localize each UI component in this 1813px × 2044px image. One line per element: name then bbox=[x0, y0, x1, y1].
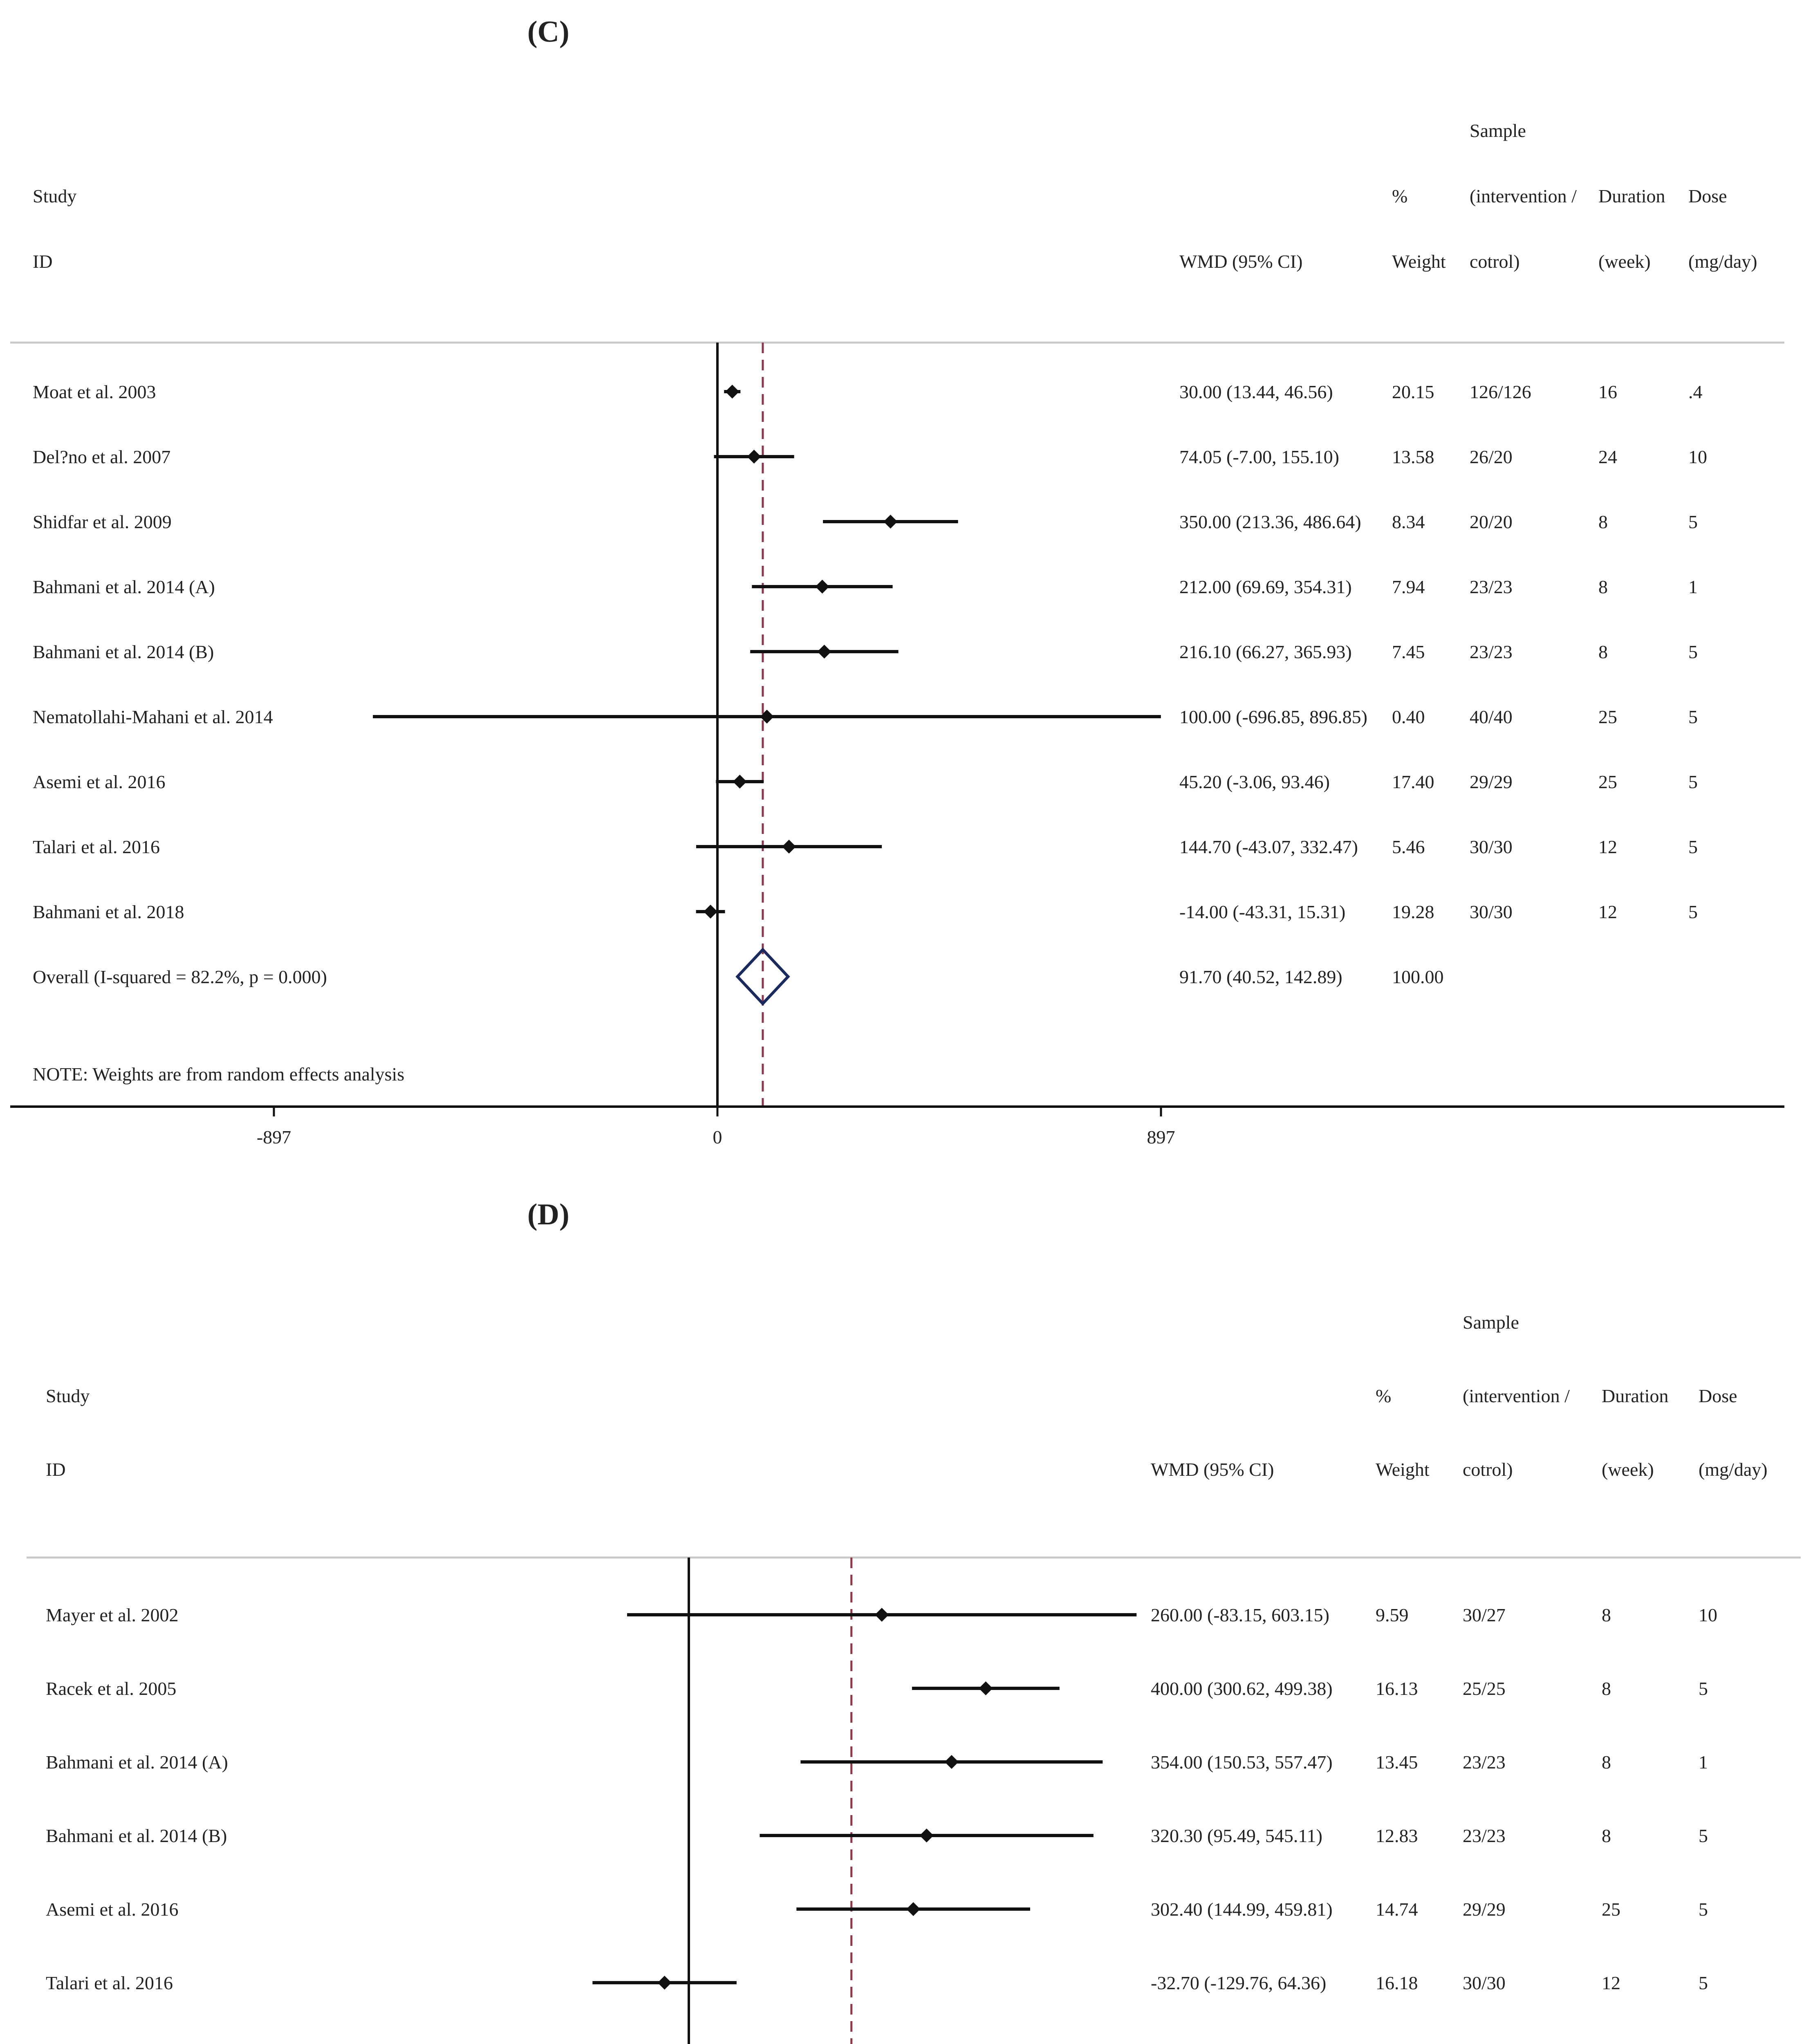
header-sample: Sample bbox=[1463, 1312, 1519, 1333]
forest-plot-d-svg bbox=[0, 1181, 1813, 2044]
dose-value: 5 bbox=[1699, 1972, 1708, 1993]
study-label: Bahmani et al. 2014 (A) bbox=[46, 1752, 228, 1773]
ci-text: 74.05 (-7.00, 155.10) bbox=[1179, 446, 1339, 467]
ci-text: 30.00 (13.44, 46.56) bbox=[1179, 381, 1333, 402]
panel-label: (D) bbox=[527, 1198, 569, 1231]
point-estimate bbox=[725, 385, 739, 399]
header-weight: Weight bbox=[1392, 251, 1446, 272]
sample-value: 23/23 bbox=[1463, 1752, 1506, 1773]
duration-value: 8 bbox=[1602, 1825, 1611, 1846]
duration-value: 8 bbox=[1602, 1752, 1611, 1773]
header-sample: Sample bbox=[1470, 120, 1526, 141]
dose-value: 5 bbox=[1688, 511, 1698, 532]
sample-value: 29/29 bbox=[1470, 771, 1513, 792]
sample-value: 29/29 bbox=[1463, 1899, 1506, 1920]
dose-value: 5 bbox=[1699, 1825, 1708, 1846]
point-estimate bbox=[704, 905, 717, 919]
weight-value: 13.58 bbox=[1392, 446, 1434, 467]
study-label: Talari et al. 2016 bbox=[46, 1972, 173, 1993]
header-effect: WMD (95% CI) bbox=[1179, 251, 1303, 272]
study-label: Asemi et al. 2016 bbox=[46, 1899, 179, 1920]
overall-weight: 100.00 bbox=[1392, 966, 1444, 987]
ci-text: -14.00 (-43.31, 15.31) bbox=[1179, 901, 1346, 922]
dose-value: 5 bbox=[1699, 1899, 1708, 1920]
study-label: Talari et al. 2016 bbox=[33, 836, 160, 857]
study-label: Bahmani et al. 2014 (B) bbox=[46, 1825, 227, 1846]
point-estimate bbox=[658, 1976, 672, 1990]
x-tick-label: 0 bbox=[713, 1127, 722, 1148]
point-estimate bbox=[782, 840, 796, 854]
study-label: Racek et al. 2005 bbox=[46, 1678, 177, 1699]
header-study: Study bbox=[46, 1385, 90, 1406]
study-label: Bahmani et al. 2018 bbox=[33, 901, 184, 922]
header-dose-unit: (mg/day) bbox=[1688, 251, 1757, 272]
study-label: Bahmani et al. 2014 (B) bbox=[33, 641, 214, 662]
point-estimate bbox=[817, 645, 831, 659]
duration-value: 25 bbox=[1602, 1899, 1620, 1920]
ci-text: 302.40 (144.99, 459.81) bbox=[1151, 1899, 1333, 1920]
study-label: Mayer et al. 2002 bbox=[46, 1605, 179, 1625]
overall-label: Overall (I-squared = 82.2%, p = 0.000) bbox=[33, 966, 327, 987]
dose-value: 10 bbox=[1688, 446, 1707, 467]
ci-text: 100.00 (-696.85, 896.85) bbox=[1179, 706, 1367, 727]
weight-value: 0.40 bbox=[1392, 706, 1425, 727]
header-id: ID bbox=[33, 251, 53, 272]
ci-text: 144.70 (-43.07, 332.47) bbox=[1179, 836, 1358, 857]
header-duration-unit: (week) bbox=[1602, 1459, 1654, 1480]
sample-value: 40/40 bbox=[1470, 706, 1513, 727]
header-effect: WMD (95% CI) bbox=[1151, 1459, 1274, 1480]
weights-note: NOTE: Weights are from random effects analysis bbox=[33, 1064, 405, 1085]
point-estimate bbox=[945, 1755, 959, 1769]
dose-value: 5 bbox=[1688, 641, 1698, 662]
duration-value: 12 bbox=[1598, 901, 1617, 922]
point-estimate bbox=[906, 1902, 920, 1916]
point-estimate bbox=[733, 775, 747, 789]
dose-value: .4 bbox=[1688, 381, 1703, 402]
sample-value: 30/30 bbox=[1470, 901, 1513, 922]
x-tick-label: -897 bbox=[256, 1127, 291, 1148]
duration-value: 8 bbox=[1602, 1678, 1611, 1699]
dose-value: 1 bbox=[1699, 1752, 1708, 1773]
ci-text: 212.00 (69.69, 354.31) bbox=[1179, 576, 1352, 597]
dose-value: 5 bbox=[1688, 771, 1698, 792]
sample-value: 23/23 bbox=[1470, 576, 1513, 597]
study-label: Moat et al. 2003 bbox=[33, 381, 156, 402]
duration-value: 8 bbox=[1598, 511, 1608, 532]
ci-text: 260.00 (-83.15, 603.15) bbox=[1151, 1605, 1329, 1625]
dose-value: 5 bbox=[1688, 706, 1698, 727]
ci-text: 350.00 (213.36, 486.64) bbox=[1179, 511, 1361, 532]
panel-label: (C) bbox=[527, 15, 569, 49]
duration-value: 12 bbox=[1602, 1972, 1620, 1993]
weight-value: 7.45 bbox=[1392, 641, 1425, 662]
ci-text: -32.70 (-129.76, 64.36) bbox=[1151, 1972, 1327, 1993]
header-sample-control: cotrol) bbox=[1470, 251, 1520, 272]
ci-text: 320.30 (95.49, 545.11) bbox=[1151, 1825, 1322, 1846]
header-duration: Duration bbox=[1598, 186, 1665, 206]
sample-value: 25/25 bbox=[1463, 1678, 1506, 1699]
header-weight: Weight bbox=[1376, 1459, 1430, 1480]
duration-value: 8 bbox=[1598, 641, 1608, 662]
dose-value: 10 bbox=[1699, 1605, 1717, 1625]
weight-value: 12.83 bbox=[1376, 1825, 1418, 1846]
ci-text: 400.00 (300.62, 499.38) bbox=[1151, 1678, 1333, 1699]
weight-value: 9.59 bbox=[1376, 1605, 1409, 1625]
duration-value: 8 bbox=[1602, 1605, 1611, 1625]
header-dose: Dose bbox=[1688, 186, 1727, 206]
weight-value: 8.34 bbox=[1392, 511, 1425, 532]
duration-value: 12 bbox=[1598, 836, 1617, 857]
dose-value: 5 bbox=[1688, 836, 1698, 857]
point-estimate bbox=[875, 1608, 889, 1622]
sample-value: 26/20 bbox=[1470, 446, 1513, 467]
header-duration-unit: (week) bbox=[1598, 251, 1651, 272]
weight-value: 20.15 bbox=[1392, 381, 1434, 402]
sample-value: 30/30 bbox=[1470, 836, 1513, 857]
header-weight-pct: % bbox=[1376, 1385, 1392, 1406]
x-tick-label: 897 bbox=[1147, 1127, 1175, 1148]
study-label: Bahmani et al. 2014 (A) bbox=[33, 576, 215, 597]
weight-value: 19.28 bbox=[1392, 901, 1434, 922]
header-study: Study bbox=[33, 186, 77, 206]
weight-value: 13.45 bbox=[1376, 1752, 1418, 1773]
study-label: Del?no et al. 2007 bbox=[33, 446, 171, 467]
header-id: ID bbox=[46, 1459, 66, 1480]
sample-value: 23/23 bbox=[1470, 641, 1513, 662]
dose-value: 5 bbox=[1688, 901, 1698, 922]
duration-value: 25 bbox=[1598, 771, 1617, 792]
duration-value: 25 bbox=[1598, 706, 1617, 727]
duration-value: 16 bbox=[1598, 381, 1617, 402]
ci-text: 354.00 (150.53, 557.47) bbox=[1151, 1752, 1333, 1773]
sample-value: 126/126 bbox=[1470, 381, 1531, 402]
ci-text: 45.20 (-3.06, 93.46) bbox=[1179, 771, 1330, 792]
header-weight-pct: % bbox=[1392, 186, 1408, 206]
weight-value: 14.74 bbox=[1376, 1899, 1418, 1920]
header-dose-unit: (mg/day) bbox=[1699, 1459, 1768, 1480]
forest-plot-d bbox=[0, 1181, 1813, 2044]
point-estimate bbox=[883, 515, 897, 529]
study-label: Nematollahi-Mahani et al. 2014 bbox=[33, 706, 273, 727]
overall-ci-text: 91.70 (40.52, 142.89) bbox=[1179, 966, 1342, 987]
sample-value: 30/30 bbox=[1463, 1972, 1506, 1993]
point-estimate bbox=[979, 1681, 993, 1695]
sample-value: 30/27 bbox=[1463, 1605, 1506, 1625]
weight-value: 16.18 bbox=[1376, 1972, 1418, 1993]
weight-value: 5.46 bbox=[1392, 836, 1425, 857]
sample-value: 23/23 bbox=[1463, 1825, 1506, 1846]
header-duration: Duration bbox=[1602, 1385, 1669, 1406]
point-estimate bbox=[920, 1829, 934, 1842]
dose-value: 1 bbox=[1688, 576, 1698, 597]
study-label: Shidfar et al. 2009 bbox=[33, 511, 172, 532]
header-sample-control: cotrol) bbox=[1463, 1459, 1513, 1480]
header-sample-intervention: (intervention / bbox=[1463, 1385, 1570, 1406]
study-label: Asemi et al. 2016 bbox=[33, 771, 166, 792]
duration-value: 24 bbox=[1598, 446, 1617, 467]
weight-value: 16.13 bbox=[1376, 1678, 1418, 1699]
duration-value: 8 bbox=[1598, 576, 1608, 597]
point-estimate bbox=[815, 580, 829, 594]
weight-value: 17.40 bbox=[1392, 771, 1434, 792]
sample-value: 20/20 bbox=[1470, 511, 1513, 532]
header-sample-intervention: (intervention / bbox=[1470, 186, 1577, 206]
header-dose: Dose bbox=[1699, 1385, 1737, 1406]
ci-text: 216.10 (66.27, 365.93) bbox=[1179, 641, 1352, 662]
weight-value: 7.94 bbox=[1392, 576, 1425, 597]
dose-value: 5 bbox=[1699, 1678, 1708, 1699]
point-estimate bbox=[747, 450, 761, 464]
